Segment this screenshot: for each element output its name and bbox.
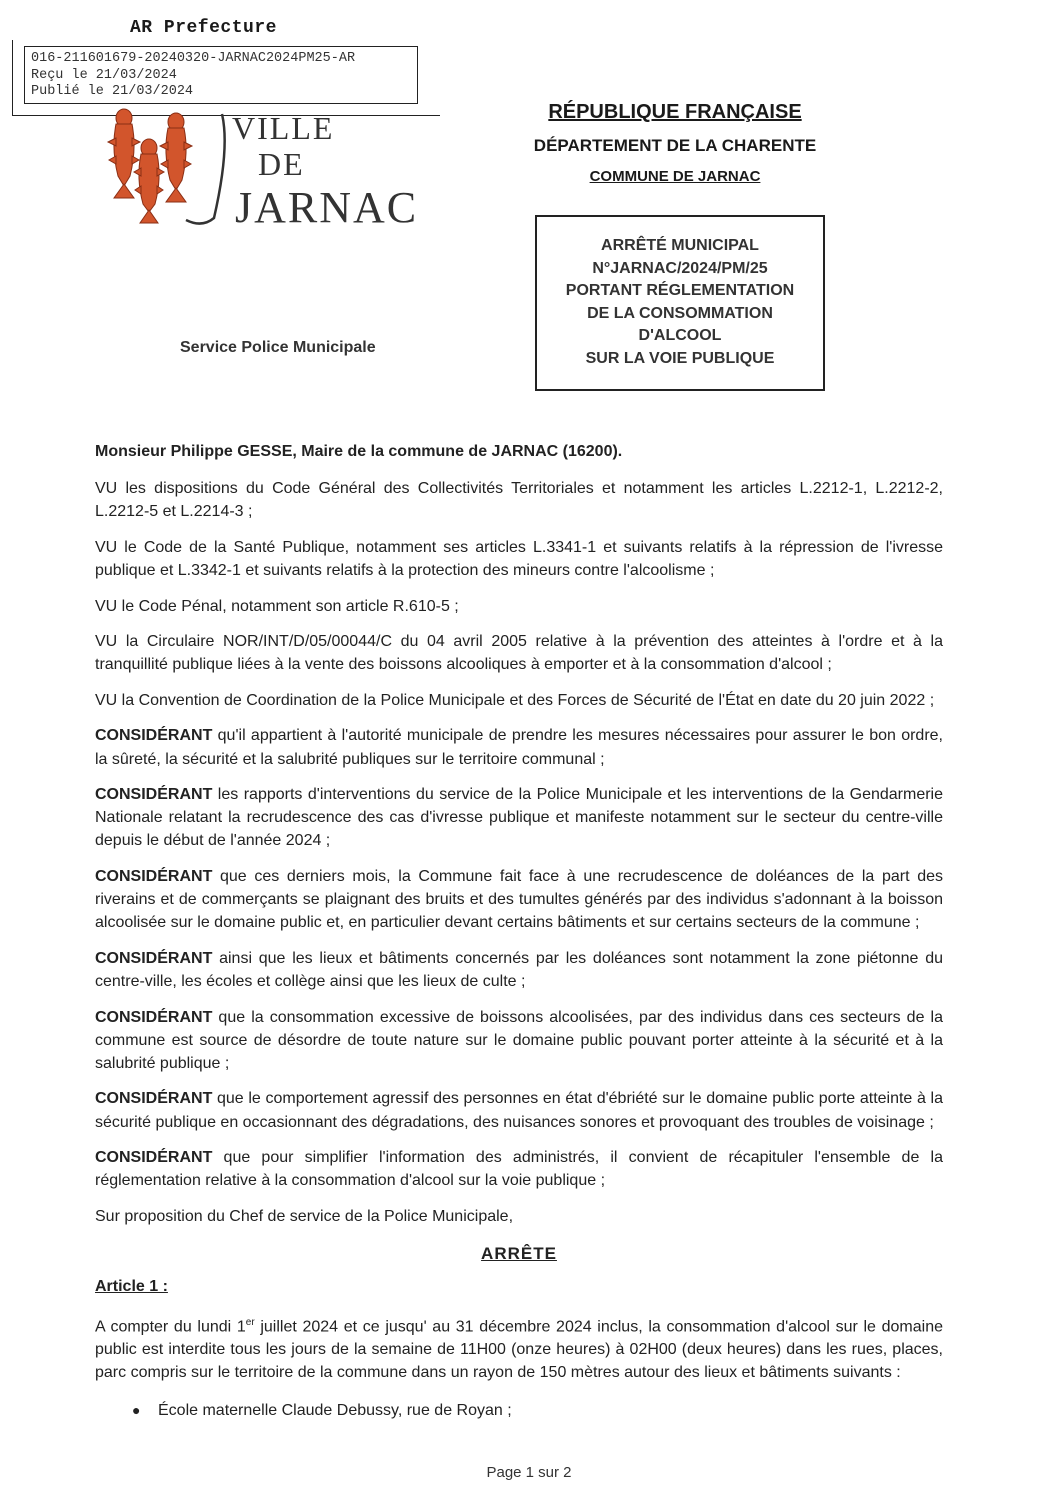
decree-box-line: PORTANT RÉGLEMENTATION xyxy=(565,282,795,300)
decree-title-box xyxy=(535,215,825,391)
considerant-paragraph xyxy=(95,1006,943,1076)
article-text xyxy=(95,1311,943,1385)
decree-box-line: D'ALCOOL xyxy=(638,327,722,345)
decree-box-line: SUR LA VOIE PUBLIQUE xyxy=(585,349,775,367)
article-title: Article 1 : xyxy=(95,1278,168,1296)
considerant-text: que le comportement agressif des personnes en état d'ébriété sur le domaine public porte atteinte à la sécurité publique en occasionnant des dégradations, des nuisances sonores et provoquant des troubles de voisinage ; xyxy=(95,1090,943,1131)
considerant-paragraph xyxy=(95,1146,943,1192)
vu-paragraph: VU la Convention de Coordination de la Police Municipale et des Forces de Sécurité de l'État en date du 20 juin 2022 ; xyxy=(95,691,935,709)
service-name: Service Police Municipale xyxy=(180,339,376,356)
considerant-text: qu'il appartient à l'autorité municipale de prendre les mesures nécessaires pour assurer le bon ordre, la sûreté, la sécurité et la salubrité publiques sur le territoire communal ; xyxy=(95,727,943,768)
vu-paragraph: VU le Code Pénal, notamment son article R.610-5 ; xyxy=(95,597,459,615)
stamp-bracket xyxy=(12,40,13,115)
article-text-start: A compter du lundi 1 xyxy=(95,1318,246,1336)
considerant-keyword: CONSIDÉRANT xyxy=(95,867,213,885)
page-number: Page 1 sur 2 xyxy=(486,1464,572,1481)
stamp-label: AR Prefecture xyxy=(130,18,277,38)
considerant-keyword: CONSIDÉRANT xyxy=(95,1090,213,1108)
considerant-paragraph xyxy=(95,947,943,993)
decree-box-line: DE LA CONSOMMATION xyxy=(587,304,773,322)
vu-paragraph: VU le Code de la Santé Publique, notamment ses articles L.3341-1 et suivants relatifs à la répression de l'ivresse publique et L.3342-1 et suivants relatifs à la protection des mineurs contre l'alcoolisme ; xyxy=(95,538,943,580)
list-item-text: École maternelle Claude Debussy, rue de Royan ; xyxy=(158,1401,512,1419)
bullet-icon: ● xyxy=(132,1401,141,1418)
stamp-reference: 016-211601679-20240320-JARNAC2024PM25-AR xyxy=(31,51,356,66)
list-item xyxy=(95,1399,943,1422)
considerant-keyword: CONSIDÉRANT xyxy=(95,727,213,745)
proposal-line: Sur proposition du Chef de service de la Police Municipale, xyxy=(95,1207,514,1225)
considerant-text: ainsi que les lieux et bâtiments concernés par les doléances sont notamment la zone piétonne du centre-ville, les écoles et collège ainsi que les lieux de culte ; xyxy=(95,949,943,991)
mayor-statement: Monsieur Philippe GESSE, Maire de la commune de JARNAC (16200). xyxy=(95,443,623,460)
commune-heading: COMMUNE DE JARNAC xyxy=(589,168,761,185)
department-heading: DÉPARTEMENT DE LA CHARENTE xyxy=(533,136,817,155)
vu-paragraph: VU les dispositions du Code Général des Collectivités Territoriales et notamment les articles L.2212-1, L.2212-2, L.2212-5 et L.2214-3 ; xyxy=(95,480,943,521)
decree-body xyxy=(95,440,943,1434)
republic-heading: RÉPUBLIQUE FRANÇAISE xyxy=(548,101,802,123)
considerant-paragraph xyxy=(95,783,943,853)
decree-box-line: ARRÊTÉ MUNICIPAL xyxy=(601,237,759,254)
considerant-text: que pour simplifier l'information des administrés, il convient de récapituler l'ensemble de la réglementation relative à la consommation d'alcool sur la voie publique ; xyxy=(95,1149,943,1190)
decree-box-line: N°JARNAC/2024/PM/25 xyxy=(592,259,768,277)
considerant-keyword: CONSIDÉRANT xyxy=(95,1008,213,1026)
logo-jarnac: JARNAC xyxy=(235,183,419,232)
considerant-text: que ces derniers mois, la Commune fait face à une recrudescence de doléances de la part des riverains et de commerçants se plaignant des bruits et des tumultes générés par des individus s'adonnant à la boisson alcoolisée sur le domaine public et, en particulier devant certains bâtiments et sur certains secteurs de la commune ; xyxy=(95,867,943,932)
stamp-received: Reçu le 21/03/2024 xyxy=(31,67,177,83)
considerant-paragraph xyxy=(95,724,943,770)
considerant-text: les rapports d'interventions du service de la Police Municipale et les interventions de la Gendarmerie Nationale relatant la recrudescence des cas d'ivresse publique et manifeste notamment sur le secteur du centre-ville depuis le début de l'année 2024 ; xyxy=(95,786,943,850)
considerant-text: que la consommation excessive de boissons alcoolisées, par des individus dans ces secteurs de la commune est source de désordre de toute nature sur le domaine public pouvant porter atteinte à la sécurité et à la salubrité publique ; xyxy=(95,1008,943,1072)
decree-heading: ARRÊTE xyxy=(481,1244,557,1264)
logo-de: DE xyxy=(258,146,305,182)
considerant-keyword: CONSIDÉRANT xyxy=(95,1149,213,1167)
considerant-paragraph xyxy=(95,1087,943,1133)
stamp-published: Publié le 21/03/2024 xyxy=(31,84,194,99)
article-text-superscript: er xyxy=(245,1316,255,1328)
article-text-rest: juillet 2024 et ce jusqu' au 31 décembre 2024 inclus, la consommation d'alcool sur le domaine public est interdite tous les jours de la semaine de 11H00 (onze heures) à 02H00 (deux heures) dans les rues, places, parc compris sur le territoire de la commune dans un rayon de 150 mètres autour des lieux et bâtiments suivants : xyxy=(95,1318,943,1382)
considerant-keyword: CONSIDÉRANT xyxy=(95,786,213,804)
vu-paragraph: VU la Circulaire NOR/INT/D/05/00044/C du 04 avril 2005 relative à la prévention des atteintes à l'ordre et à la tranquillité publique liées à la vente des boissons alcooliques à emporter et à la consommation d'alcool ; xyxy=(95,633,943,674)
logo-ville: VILLE xyxy=(232,110,335,146)
considerant-keyword: CONSIDÉRANT xyxy=(95,949,213,967)
considerant-paragraph xyxy=(95,865,943,935)
prefecture-stamp xyxy=(24,46,418,104)
